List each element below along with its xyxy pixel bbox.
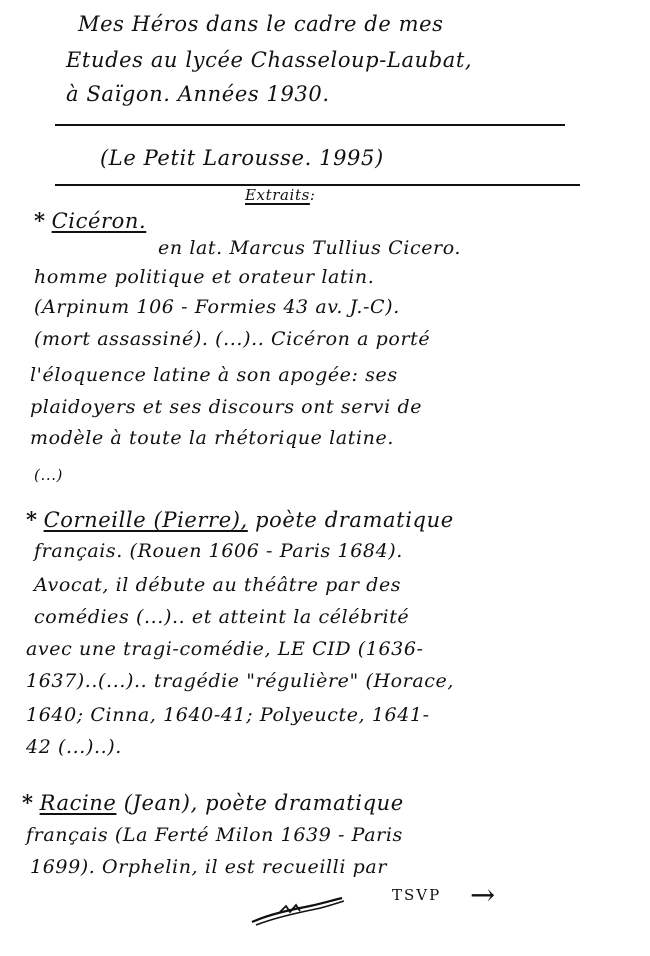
header-line-2: Etudes au lycée Chasseloup-Laubat, — [66, 48, 473, 72]
bullet-star: * — [22, 790, 34, 815]
entry-corneille-line: 1640; Cinna, 1640-41; Polyeucte, 1641- — [26, 704, 430, 726]
entry-cicero-line: en lat. Marcus Tullius Cicero. — [158, 237, 462, 259]
entry-racine-title — [22, 790, 404, 815]
entry-cicero-line: (...) — [34, 466, 64, 484]
entry-cicero-line: homme politique et orateur latin. — [34, 266, 375, 288]
entry-corneille-line: comédies (...).. et atteint la célébrité — [34, 606, 410, 628]
source-divider — [55, 184, 580, 186]
bullet-star: * — [34, 208, 46, 233]
entry-cicero-title — [34, 208, 146, 233]
header-line-3: à Saïgon. Années 1930. — [66, 82, 330, 106]
bullet-star: * — [26, 507, 38, 532]
entry-racine-role: (Jean), poète dramatique — [123, 791, 404, 815]
entry-corneille-line: avec une tragi-comédie, LE CID (1636- — [26, 638, 424, 660]
entry-racine-line: 1699). Orphelin, il est recueilli par — [30, 856, 388, 878]
entry-corneille-line: 1637)..(...).. tragédie "régulière" (Horace, — [26, 670, 455, 692]
entry-corneille-role: poète dramatique — [255, 508, 454, 532]
signature-flourish — [250, 892, 345, 928]
extraits-colon: : — [309, 186, 316, 204]
entry-cicero-line: plaidoyers et ses discours ont servi de — [30, 396, 423, 418]
header-line-1: Mes Héros dans le cadre de mes — [78, 12, 444, 36]
entry-corneille-title — [26, 507, 454, 532]
entry-cicero-line: modèle à toute la rhétorique latine. — [30, 427, 394, 449]
entry-cicero-name: Cicéron. — [51, 209, 147, 233]
entry-cicero-line: l'éloquence latine à son apogée: ses — [30, 364, 398, 386]
entry-corneille-line: 42 (...)..). — [26, 736, 122, 758]
source-citation: (Le Petit Larousse. 1995) — [100, 146, 384, 170]
entry-corneille-line: Avocat, il débute au théâtre par des — [34, 574, 402, 596]
entry-racine-line: français (La Ferté Milon 1639 - Paris — [26, 824, 403, 846]
header-divider — [55, 124, 565, 126]
arrow-right-icon: → — [470, 878, 496, 913]
entry-racine-name: Racine — [39, 791, 117, 815]
entry-cicero-line: (Arpinum 106 - Formies 43 av. J.-C). — [34, 296, 400, 318]
extraits-heading — [245, 186, 316, 204]
entry-corneille-line: français. (Rouen 1606 - Paris 1684). — [34, 540, 403, 562]
extraits-label: Extraits — [245, 186, 310, 204]
tsvp-label: TSVP — [392, 886, 442, 904]
entry-cicero-line: (mort assassiné). (...).. Cicéron a porté — [34, 328, 431, 350]
entry-corneille-name: Corneille (Pierre), — [43, 508, 248, 532]
